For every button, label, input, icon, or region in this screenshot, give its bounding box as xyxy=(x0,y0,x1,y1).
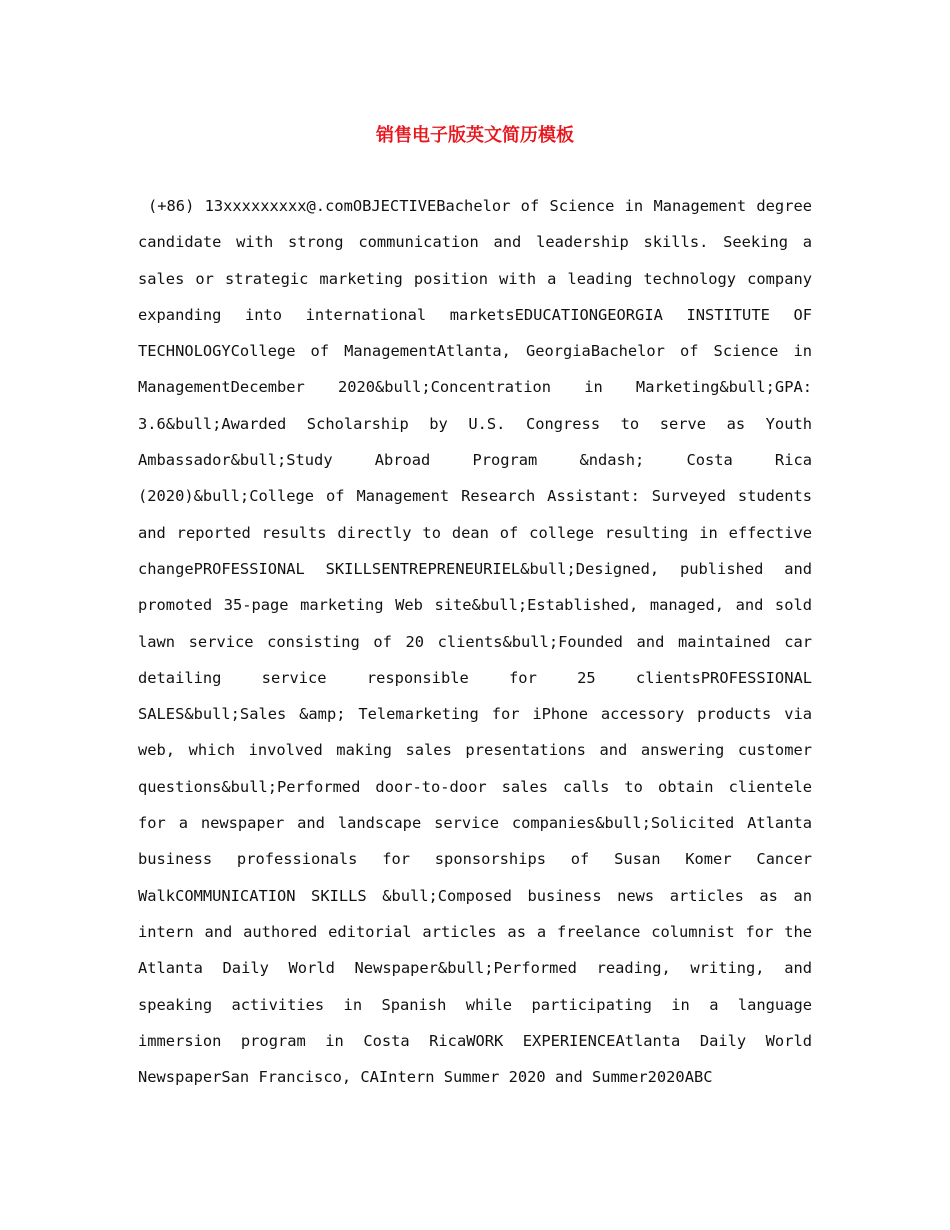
document-title: 销售电子版英文简历模板 xyxy=(376,125,574,146)
resume-body-text: (+86) 13xxxxxxxxx@.comOBJECTIVEBachelor of Science in Management degree candidate with strong communication and leadership skills. Seeking a sales or strategic marketing position with a leading technology company expanding into international marketsEDUCATIONGEORGIA INSTITUTE OF TECHNOLOGYCollege of ManagementAtlanta, GeorgiaBachelor of Science in ManagementDecember 2020&bull;Concentration in Marketing&bull;GPA: 3.6&bull;Awarded Scholarship by U.S. Congress to serve as Youth Ambassador&bull;Study Abroad Program &ndash; Costa Rica (2020)&bull;College of Management Research Assistant: Surveyed students and reported results directly to dean of college resulting in effective changePROFESSIONAL SKILLSENTREPRENEURIEL&bull;Designed, published and promoted 35-page marketing Web site&bull;Established, managed, and sold lawn service consisting of 20 clients&bull;Founded and maintained car detailing service responsible for 25 clientsPROFESSIONAL SALES&bull;Sales &amp; Telemarketing for iPhone accessory products via web, which involved making sales presentations and answering customer questions&bull;Performed door-to-door sales calls to obtain clientele for a newspaper and landscape service companies&bull;Solicited Atlanta business professionals for sponsorships of Susan Komer Cancer WalkCOMMUNICATION SKILLS &bull;Composed business news articles as an intern and authored editorial articles as a freelance columnist for the Atlanta Daily World Newspaper&bull;Performed reading, writing, and speaking activities in Spanish while participating in a language immersion program in Costa RicaWORK EXPERIENCEAtlanta Daily World NewspaperSan Francisco, CAIntern Summer 2020 and Summer2020ABC xyxy=(138,197,812,1087)
